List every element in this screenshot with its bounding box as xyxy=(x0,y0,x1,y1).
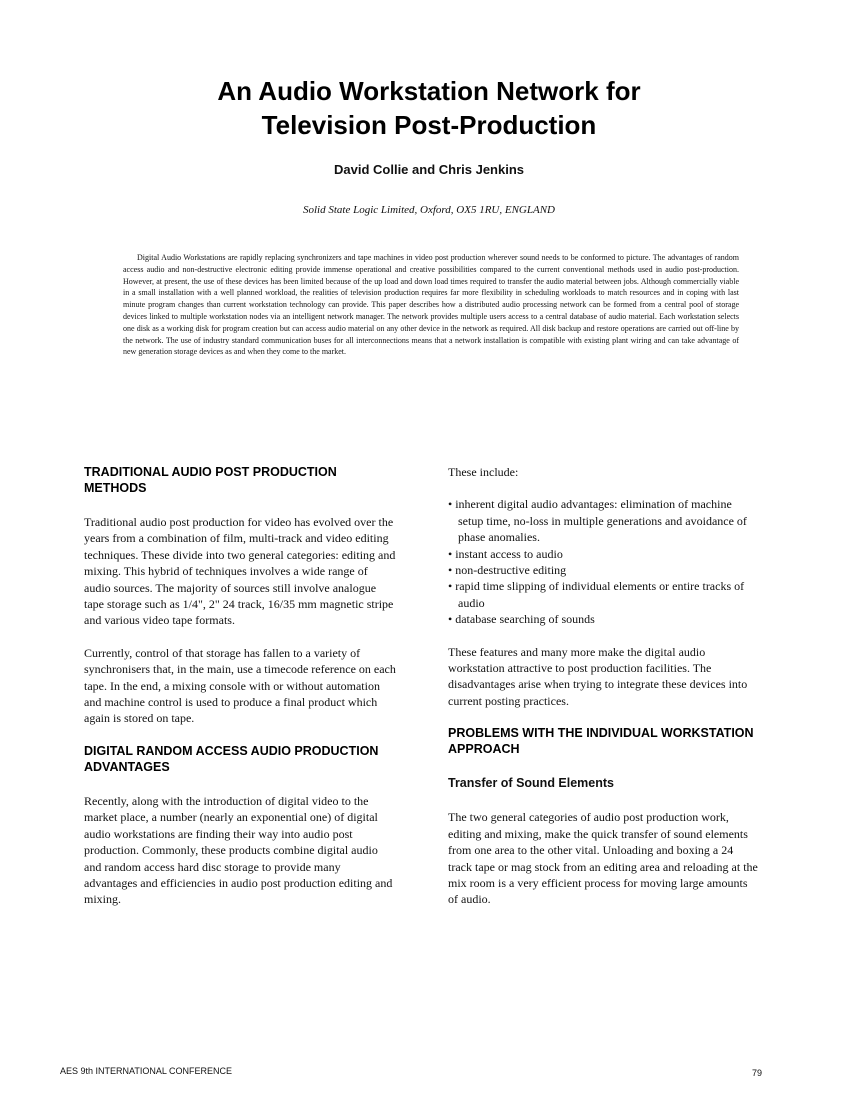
paragraph: These include: xyxy=(448,465,519,479)
section-heading-problems: PROBLEMS WITH THE INDIVIDUAL WORKSTATION APPROACH xyxy=(448,726,754,757)
list-item: • inherent digital audio advantages: elimination of machine setup time, no-loss in multiple generations and avoidance of phase anomalies. xyxy=(448,497,747,545)
affiliation: Solid State Logic Limited, Oxford, OX5 1RU, ENGLAND xyxy=(303,204,555,216)
abstract: Digital Audio Workstations are rapidly replacing synchronizers and tape machines in video post production wherever sound needs to be conformed to picture. The advantages of random access audio and non-destructive electronic editing provide immense operational and creative possibilities compared to the current conventional methods used in audio post-production. However, at present, the use of these devices has been limited because of the up load and down load times required to transfer the audio material between jobs. Although commercially viable in a small installation with a well planned workload, the realities of television production requires far more flexibility in scheduling workloads to match resources and in coping with last minute program changes than current workstation technology can provide. This paper describes how a distributed audio processing network can be formed from a central pool of storage devices linked to multiple workstation nodes via an intelligent network manager. The network provides multiple users access to a central database of audio material. Each workstation selects one disk as a working disk for program creation but can access audio material on any other device in the network as required. All disk backup and restore operations are carried out off-line by the network. The use of industry standard communication buses for all interconnections means that a network installation is compatible with existing plant wiring and can take advantage of new generation storage devices as and when they come to the market. xyxy=(123,253,739,357)
left-column xyxy=(84,464,396,924)
list-item: • instant access to audio xyxy=(448,546,563,561)
section-heading-traditional: TRADITIONAL AUDIO POST PRODUCTION METHODS xyxy=(84,465,337,495)
footer-conference: AES 9th INTERNATIONAL CONFERENCE xyxy=(60,1066,233,1076)
paragraph: The two general categories of audio post production work, editing and mixing, make the quick transfer of sound elements from one area to the other vital. Unloading and boxing a 24 track tape or mag stock from an editing area and reloading at the mix room is a very efficient process for moving large amounts of audio. xyxy=(448,810,758,907)
advantages-list xyxy=(448,496,760,627)
title-line-2: Television Post-Production xyxy=(261,110,597,140)
title-line-1: An Audio Workstation Network for xyxy=(217,76,641,106)
paragraph: Recently, along with the introduction of digital video to the market place, a number (nearly an exponential one) of digital audio workstations are finding their way into audio post production. Commonly, these products combine digital audio and random access hard disc storage to provide many advantages and efficiencies in audio post production editing and mixing. xyxy=(84,793,393,907)
list-item: • non-destructive editing xyxy=(448,563,567,578)
subsection-heading-transfer: Transfer of Sound Elements xyxy=(448,776,615,791)
paragraph: Traditional audio post production for video has evolved over the years from a combination of film, multi-track and video editing techniques. These divide into two general categories: editing and mixing. This hybrid of techniques involves a wide range of audio sources. The majority of sources still involve analogue tape storage such as 1/4", 2" 24 track, 16/35 mm magnetic stripe and various video tape formats. xyxy=(84,515,396,628)
page-number: 79 xyxy=(752,1068,763,1078)
authors: David Collie and Chris Jenkins xyxy=(334,162,524,177)
section-heading-digital: DIGITAL RANDOM ACCESS AUDIO PRODUCTION ADVANTAGES xyxy=(84,743,379,774)
paragraph: These features and many more make the digital audio workstation attractive to post production facilities. The disadvantages arise when trying to integrate these devices into current posting practices. xyxy=(448,644,748,708)
list-item: • database searching of sounds xyxy=(448,612,595,627)
paper-title xyxy=(0,74,858,142)
paragraph: Currently, control of that storage has fallen to a variety of synchronisers that, in the main, use a timecode reference on each tape. In the end, a mixing console with or without automation and machine control is used to produce a final product which again is stored on tape. xyxy=(84,645,396,726)
right-column xyxy=(448,464,760,924)
list-item: • rapid time slipping of individual elements or entire tracks of audio xyxy=(448,579,745,610)
